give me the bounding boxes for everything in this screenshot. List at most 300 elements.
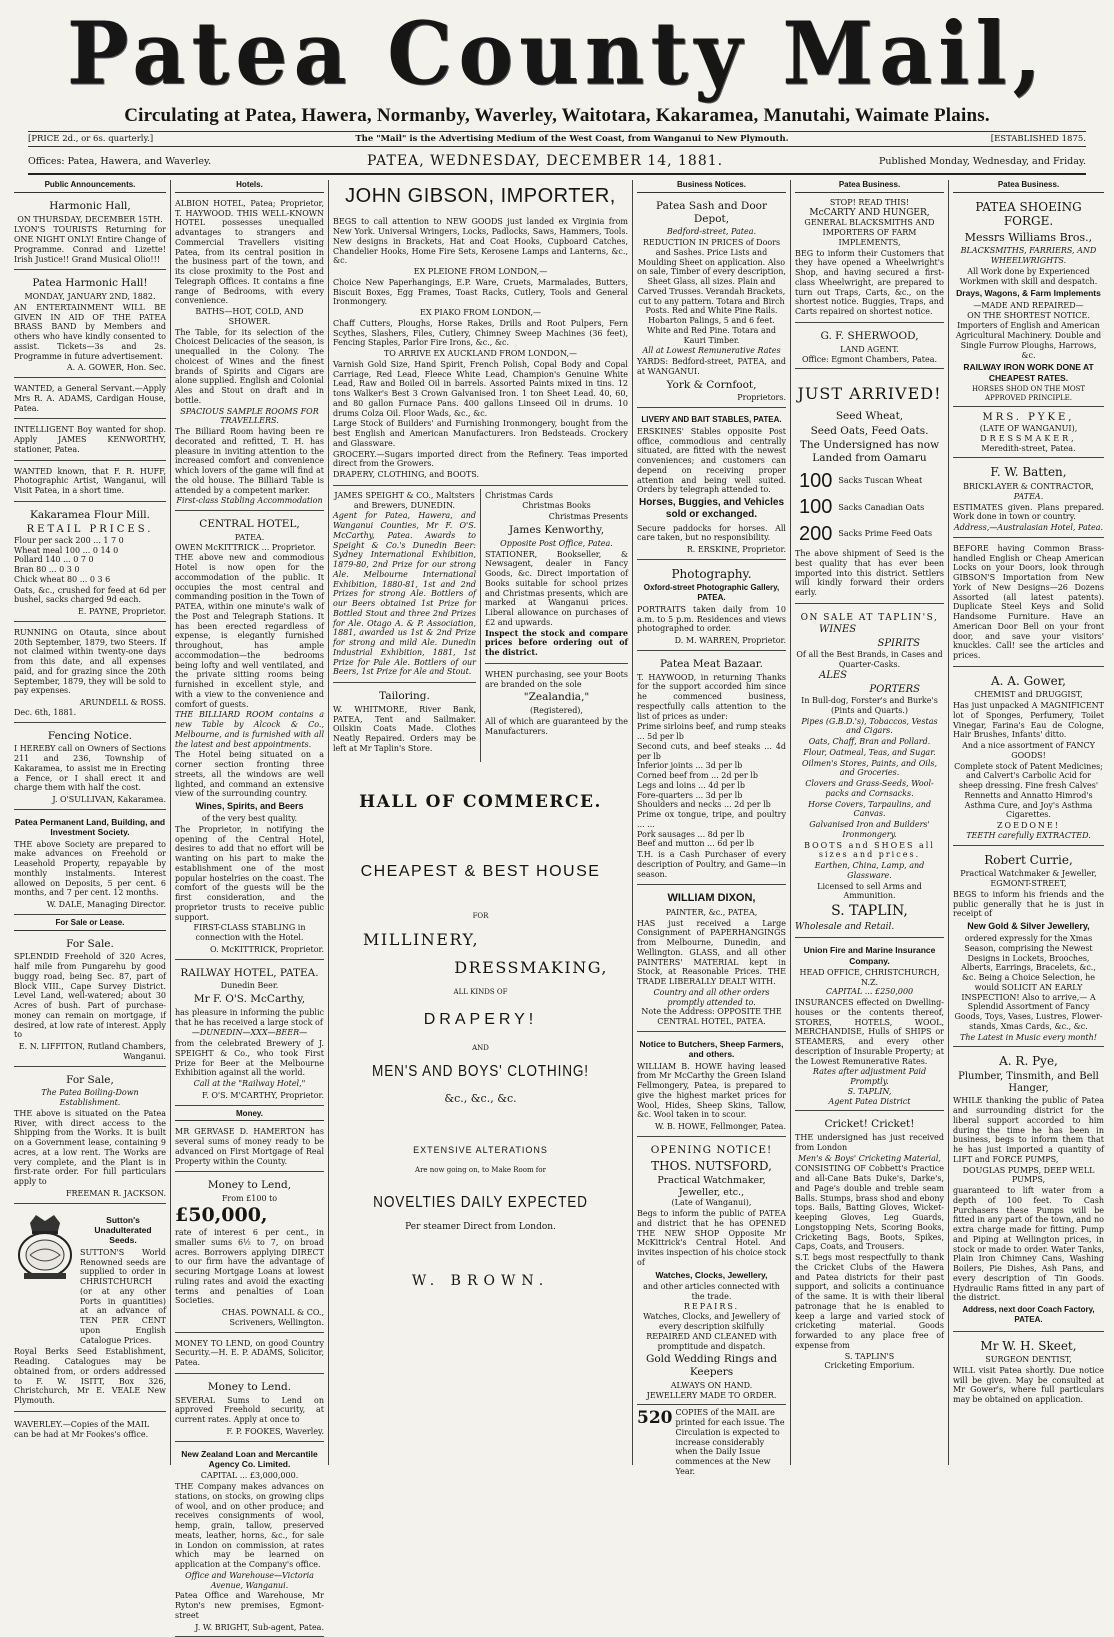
advert-body: WILLIAM B. HOWE having leased from Mr McCarthy the Green Island Fellmongery, Patea, is prepared to give the highest market prices for Wool, Hides, Sheep Skins, Tallow, &c. Wool taken in to scour. [637,1061,786,1120]
advert-body: T. HAYWOOD, in returning Thanks for the support accorded him since he commenced business, respectfully calls attention to the list of prices as under: [637,672,786,721]
advert-body: WHILE thanking the public of Patea and surrounding district for the liberal support accorded to him during the time he has been in business, begs to inform them that he has just imported a quantity of LIFT and FORCE PUMPS, [953,1096,1104,1164]
waverley-notice: WAVERLEY.—Copies of the MAIL can be had at Mr Fookes's office. [14,1419,150,1439]
advert-signature: J. O'SULLIVAN, Kakaramea. [52,795,166,805]
advert-heading: Harmonic Hall, [49,199,131,212]
advert-body: DRAPERY, CLOTHING, and BOOTS. [333,470,480,480]
advert-body: THE Company makes advances on stations, on stocks, on growing clips of wool, and on other produce; and receives consignments of wool, hemp, grain, tallow, preserved meats, leather, horns, &c., for sale in London on commission, at rates which may be learned on application at the Company's office. [175,1482,324,1570]
dateline [28,151,1086,175]
price-row: Prime ox tongue, tripe, and poultry ... ... [637,810,786,829]
advert-body: CONSISTING OF Cobbett's Practice and all-Cane Bats Duke's, Darke's, and Page's double and treble seam Balls. Stumps, brass shod and ebony tops. Bails, Batting Gloves, Wicket-keeping Gloves, Leg Guards, Longstopping Nets, Scoring Books, Cricketing Bags, Boots, Spikes, Caps, Coats, and Trousers. [795,1164,944,1252]
advert-body: AN ENTERTAINMENT WILL BE GIVEN IN AID OF THE PATEA BRASS BAND by Members and others who have kindly consented to assist. Tickets—3s and 2s. Programme in future advertisement. [14,302,166,361]
column-4 [632,180,790,1476]
advert-heading: A. A. Gower, [990,673,1066,688]
advert-heading: Union Fire and Marine Insurance Company. [803,945,936,966]
advert-body: Begs to inform the public of PATEA and district that he has OPENED THE NEW SHOP Opposite Mr McKittrick's Central Hotel. And invites inspection of his choice stock of [637,1209,786,1267]
advert-subheading: RETAIL PRICES. [26,523,154,535]
circulation-number: 520 [637,1408,673,1429]
advert-kenworthy [485,489,628,664]
advert-body: and other articles connected with the trade. [643,1282,780,1301]
hall-line: ALL KINDS OF [453,987,508,996]
advert-signature: E. PAYNE, Proprietor. [77,607,166,617]
hall-title: HALL OF COMMERCE. [359,791,602,812]
section-header: Business Notices. [637,180,786,193]
advert-name: James Kenworthy, [508,524,605,537]
price-row: Pork sausages ... 8d per lb [637,829,745,839]
advert-name: G. F. SHERWOOD, [820,329,919,342]
advert-body: WHEN purchasing, see your Boots are branded on the sole [485,669,628,689]
advert-subheading: SPACIOUS SAMPLE ROOMS FOR TRAVELLERS. [180,406,319,426]
price-row: Fore-quarters ... 3d per lb [637,790,743,800]
advert-body: has pleasure in informing the public that he has received a large stock of [175,1007,324,1027]
advert-body: Varnish Gold Size, Hand Spirit, French Polish, Copal Body and Copal Carriage, Red Lead, Fleece White Lead, Champion's Genuine White Lead, Raw and Boiled Oil in barrels. Assorted Paints mixed in tins. 12 tons Walker's Best 3 Crown Galvanised Iron. 1 ton Sheet Lead. 40, 60, and 80 gallon Furnace Pans. 400 gallons Linseed Oil in drums. 10 drums Colza Oil. Floor Wads, &c., &c. [333,359,628,418]
advert-note: FIRST-CLASS STABLING in connection with the Hotel. [193,923,306,943]
advert-subheading: Seed Wheat, [835,409,904,422]
advert-body: GROCERY.—Sugars imported direct from the Refinery. Teas imported direct from the Growers. [333,449,628,469]
advert-body: HAS just received a Large Consignment of PAPERHANGINGS from Melbourne, Dunedin, and Wellington. GLASS, and all other PAINTERS' MATERIAL kept in Stock, at Reasonable Prices. THE TRADE LIBERALLY DEALT WITH. [637,918,786,987]
advert-subheading: (Late of Wanganui), [671,1198,752,1208]
seed-row [797,522,934,546]
circulation-line: Circulating at Patea, Hawera, Normanby, Waverley, Waitotara, Kakaramea, Manutahi, Waimate Plains. [124,105,990,126]
advert-note: The Latest in Music every month! [960,1032,1097,1042]
advert-body: BEGS to inform his friends and the public generally that he is just in receipt of [953,889,1104,919]
split-adverts [333,489,628,762]
advert-subheading: CHEMIST and DRUGGIST, [974,690,1083,700]
advert-subheading: ALES [819,669,848,681]
column-1 [10,180,170,1465]
advert-body: THE above is situated on the Patea River, with direct access to the Shipping from the Works. It is built on a Government lease, containing 9 acres, at a low rent. The Works are very complete, and the Plant is in first-rate order. For full particulars apply to [14,1108,166,1187]
price-row: Chick wheat 80 ... 0 3 6 [14,574,111,584]
advert-body: rate of interest 6 per cent., in smaller sums 6½ to 7, on broad acres. Borrowers applying DIRECT to our firm have the advantage of securing Mortgage Loans at lowest ruling rates and avoid the exacting terms and penalties of Loan Societies. [175,1228,324,1306]
advert-just-arrived [795,372,944,604]
advert-signature: CHAS. POWNALL & CO., Scriveners, Wellington. [221,1308,324,1327]
advert-body: And a nice assortment of FANCY GOODS! [962,741,1095,760]
advert-speight [333,489,476,683]
advert-money-to-lend-2 [175,1377,324,1442]
advert-note: Patea Office and Warehouse, Mr Ryton's new premises, Egmont-street [175,1591,324,1620]
advert-note: Rates after adjustment Paid Promptly. [812,1067,927,1087]
advert-subheading: ZOEDONE! [997,821,1060,831]
advert-subheading: PORTERS [869,683,920,695]
advert-body: from the celebrated Brewery of J. SPEIGHT & Co., who took First Prize for Beer at the Melbourne Exhibition against all the world. [175,1039,324,1078]
advert-body: BEFORE having Common Brass-handled English or Cheap American Locks on your Doors, look through GIBSON'S Importation from New York of New Designs—26 Dozens Assorted (all latest patents). Duplicate Steel Keys and Solid Handsome Furniture. Have an American Door Bell on your front door, and save your visitors' knuckles. Call! see the articles and prices. [953,543,1104,661]
advert-heading: Mr W. H. Skeet, [980,1338,1077,1353]
advert-pye-plumber [953,1050,1104,1331]
loan-amount: £50,000, [175,1203,268,1226]
advert-harmonic-hall [14,196,166,271]
advert-subheading: From £100 to [221,1194,278,1204]
advert-signature: W. DALE, Managing Director. [46,900,166,910]
motto: The "Mail" is the Advertising Medium of the West Coast, from Wanganui to New Plymouth. [355,133,789,144]
hall-line: AND [472,1043,489,1052]
advert-signature: S. TAPLIN'S [844,1351,895,1361]
advert-heading: WILLIAM DIXON, [667,892,756,905]
advert-signature: W. B. HOWE, Fellmonger, Patea. [654,1122,786,1132]
advert-subheading: CAPITAL ... £3,000,000. [200,1471,299,1481]
advert-subheading: Men's & Boys' Cricketing Material, [798,1153,941,1163]
advert-subheading: —MADE AND REPAIRED— [973,300,1084,310]
price-row: Inferior joints ... 3d per lb [637,761,743,771]
advert-heading: STOP! READ THIS! [829,197,910,207]
advert-body: LYON'S TOURISTS Returning for ONE NIGHT ONLY! Entire Change of Programme. Conrad and Lizette! Irish Justice!! Grand Musical Olio!!! [14,225,166,264]
list-item: BOOTS and SHOES all sizes and prices. [804,840,935,860]
advert-signature: F. P. FOOKES, Waverley. [226,1426,324,1436]
advert-body: SEVERAL Sums to Lend on approved Freehold security, at current rates. Apply at once to [175,1395,324,1425]
advert-body: WILL visit Patea shortly. Due notice will be given. May be consulted at Mr Gower's, where full particulars may be obtained on application. [953,1365,1104,1405]
advert-subheading: (Registered), [530,706,583,716]
hall-line: DRAPERY! [423,1011,538,1029]
seed-row [797,469,934,493]
advert-body: THE above Society are prepared to make advances on Freehold or Leasehold Property, repayable by monthly instalments. Interest allowed on Deposits, 5 per cent. 6 months, and 7 per cent. 12 months. [14,839,166,898]
advert-subheading: SURGEON DENTIST, [985,1355,1072,1365]
advert-subheading: HEAD OFFICE, CHRISTCHURCH, N.Z. [799,967,940,987]
advert-body: The Billiard Room having been re decorated and refitted, T. H. has pleasure in inviting attention to the increased comfort and convenience which lovers of the game will find at the old house. The Billiard Table is attended by a competent marker. [175,427,324,495]
advert-subheading: Watches, Clocks, Jewellery, [655,1269,768,1280]
advert-flour-mill [14,505,166,622]
hall-line: NOVELTIES DAILY EXPECTED [373,1193,588,1211]
hall-line: FOR [472,911,489,920]
price-row: Bran 80 ... 0 3 0 [14,565,80,575]
advert-body: ERSKINES' Stables opposite Post office, commodious and centrally situated, are fitted with the newest conveniences; and customers can depend on receiving proper attention and being well suited. Orders by telegraph attended to. [637,426,786,495]
advert-circulation [637,1408,786,1476]
advert-sash-door [637,196,786,408]
advert-skeet-dentist [953,1335,1104,1410]
seed-qty: 100 [799,469,833,492]
advert-heading: Patea Permanent Land, Building, and Investment Society. [14,816,166,838]
advert-subheading: EX PIAKO FROM LONDON,— [419,308,541,318]
column-6 [948,180,1108,1465]
advert-body: MONEY TO LEND, on good Country Security.—H. E. P. ADAMS, Solicitor, Patea. [175,1338,324,1368]
advert-meat-bazaar [637,654,786,886]
advert-subheading: GENERAL BLACKSMITHS AND IMPORTERS OF FARM IMPLEMENTS, [804,218,935,247]
advert-body: INTELLIGENT Boy wanted for shop. Apply JAMES KENWORTHY, stationer, Patea. [14,425,166,454]
advert-servant [14,381,166,419]
advert-signature: ARUNDELL & ROSS. [79,698,166,708]
advert-heading: Robert Currie, [984,852,1073,867]
advert-body: PORTRAITS taken daily from 10 a.m. to 5 p.m. Residences and views photographed to order. [637,604,786,634]
list-item: Pipes (G.B.D.'s), Tobaccos, Vestas and Cigars. [801,716,938,736]
hall-line: MEN'S AND BOYS' CLOTHING! [372,1063,589,1081]
advert-nutsford [637,1140,786,1406]
advert-body: Secure paddocks for horses. All care taken, but no responsibility. [637,523,786,543]
advert-heading: Photography. [671,566,752,581]
advert-owner: OWEN McKITTRICK ... Proprietor. [175,542,316,552]
advert-signature: F. O'S. M'CARTHY, Proprietor. [201,1090,324,1100]
hall-line: &c., &c., &c. [444,1091,517,1105]
advert-subheading: Gold Wedding Rings and Keepers [645,1353,778,1379]
advert-signature: E. N. LIFFITON, Rutland Chambers, Wanganui. [18,1042,166,1061]
advert-heading: Money to Lend, [207,1179,292,1192]
price-row: Second cuts, and beef steaks ... 4d per lb [637,741,786,761]
advert-name: McCARTY AND HUNGER, [809,207,930,218]
price-row: Prime sirloins beef, and rump steaks ... 5d per lb [637,722,786,742]
advert-union-insurance [795,941,944,1111]
advert-note: T.H. is a Cash Purchaser of every description of Poultry, and Game—in season. [637,850,786,879]
price-row: Flour per sack 200 ... 1 7 0 [14,535,124,545]
advert-subheading: DRESSMAKER, [980,433,1077,443]
seed-desc: Sacks Canadian Oats [838,502,925,512]
advert-heading: RAILWAY HOTEL, PATEA. [180,966,319,979]
advert-heading: F. W. Batten, [990,465,1067,480]
advert-heading: Patea Sash and Door Depot, [656,199,767,225]
hall-line: EXTENSIVE ALTERATIONS [413,1145,548,1155]
info-bar [28,131,1086,147]
advert-sherwood [795,326,944,369]
advert-body: INSURANCES effected on Dwelling-houses or the contents thereof, STORES, HOTELS, WOOL, MERCHANDISE, Hulls of SHIPS or STEAMERS, and every other description of Insurable Property; at the Lowest Remunerative Rates. [795,998,944,1066]
advert-body: The above shipment of Seed is the best quality that has ever been imported into this district. Settlers will kindly forward their orders early. [795,549,944,598]
advert-subheading: BLACKSMITHS, FARRIERS, AND WHEELWRIGHTS. [960,246,1097,266]
advert-subheading: RAILWAY IRON WORK DONE AT CHEAPEST RATES. [963,362,1094,383]
advert-subheading: Oxford-street Photographic Gallery, PATEA. [643,583,780,603]
advert-subheading: WINES [819,623,857,635]
advert-body: S.T. begs most respectfully to thank the Cricket Clubs of the Hawera and Patea districts for their past support, and solicits a continuance of the same. It is with their liberal patronage that he is enabled to keep a large and varied stock of cricketing material. Goods forwarded to any place free of expense from [795,1253,944,1350]
advert-signature: Proprietors. [737,393,786,403]
advert-subheading: LAND AGENT. [840,344,899,354]
advert-body: RUNNING on Otauta, since about 20th September, 1879, two Steers. If not claimed within twenty-one days from this date, and all expenses paid, and for grazing since the 20th September, 1879, they will be sold to pay expenses. [14,627,166,696]
advert-address: Meredith-street, Patea. [981,443,1076,453]
advert-zealandia [485,667,628,742]
advert-name: THOS. NUTSFORD, [651,1158,772,1173]
advert-body: All Work done by Experienced Workmen with skill and despatch. [959,266,1098,286]
advert-heading: OPENING NOTICE! [650,1143,773,1156]
advert-heading: Patea Harmonic Hall! [32,277,148,290]
advert-heading: New Zealand Loan and Mercantile Agency Co. Limited. [181,1448,318,1469]
advert-hamerton [175,1124,324,1172]
advert-subheading: —DUNEDIN—XXX—BEER— [191,1028,308,1038]
advert-heading: Fencing Notice. [47,729,133,742]
advert-address: Address,—Australasian Hotel, Patea. [953,523,1104,533]
list-item: Galvanised Iron and Builders' Ironmongery. [809,820,930,839]
column-5 [790,180,948,1465]
price-label: [PRICE 2d., or 6s. quarterly.] [28,133,154,144]
issue-date: PATEA, WEDNESDAY, DECEMBER 14, 1881. [367,153,724,170]
advert-date: Dec. 6th, 1881. [14,707,77,717]
advert-heading: Tailoring. [379,690,430,703]
advert-body: YARDS: Bedford-street, PATEA, and at WANGANUI. [637,357,786,376]
seed-qty: 200 [799,522,833,545]
advert-body: Inspect the stock and compare prices before ordering out of the district. [485,627,628,658]
list-item: Oats, Chaff, Bran and Pollard. [808,737,931,747]
column-2 [170,180,328,1632]
advert-note: TEETH carefully EXTRACTED. [966,830,1091,840]
advert-body: Importers of English and American Agricultural Machinery. Double and Single Furrow Ploughs, Harrows, &c. [955,321,1102,360]
advert-note: First-class Stabling Accommodation [176,496,323,506]
advert-body: THE undersigned has just received from London [795,1133,944,1152]
advert-heading: PATEA SHOEING FORGE. [975,199,1082,229]
advert-heading: ON SALE AT TAPLIN'S, [800,612,939,623]
advert-gibson [333,214,628,486]
advert-subheading: (LATE OF WANGANUI), [979,424,1078,434]
advert-subheading: DOUGLAS PUMPS, DEEP WELL PUMPS, [962,1165,1095,1185]
advert-body: All of which are guaranteed by the Manufacturers. [485,716,628,736]
advert-signature: J. W. BRIGHT, Sub-agent, Patea. [195,1622,324,1632]
advert-fencing [14,726,166,810]
list-item: Horse Covers, Tarpaulins, and Canvas. [807,799,932,819]
offices-label: Offices: Patea, Hawera, and Waverley. [28,156,212,168]
hall-line: MILLINERY, [363,930,480,950]
advert-signature: Wholesale and Retail. [795,922,895,933]
advert-address: EGMONT-STREET, [990,879,1067,889]
advert-subheading: MONDAY, JANUARY 2ND, 1882. [24,292,156,302]
advert-body: SUTTON'S World Renowned seeds are supplied to order in CHRISTCHURCH (or at any other Ports in quantities) at an advance of TEN PER CENT upon English Catalogue Prices. [80,1247,166,1345]
section-header: Patea Business. [795,180,944,193]
advert-subheading: Drays, Wagons, & Farm Implements [956,288,1101,299]
advert-note: Office and Warehouse—Victoria Avenue, Wanganui. [185,1570,314,1590]
price-row: Wheat meal 100 ... 0 14 0 [14,545,119,555]
advert-signature: Cricketing Emporium. [824,1361,915,1371]
advert-body: Complete stock of Patent Medicines; and Calvert's Carbolic Acid for sheep dressing. Fine fresh Calves' Rennetts and Annatto Himrod's Asthma Cure, and Joy's Asthma Cigarettes. [954,761,1103,820]
advert-body: ALBION HOTEL, Patea; Proprietor, T. HAYWOOD. THIS WELL-KNOWN HOTEL possesses unequalled advantages to strangers and Commercial Travellers visiting Patea, from its central position in the business part of the town, and its close proximity to the Post and Telegraph Offices. It contains a fine range of Bedrooms, with every convenience. [175,198,324,306]
advert-subheading: Horses, Buggies, and Vehicles sold or exchanged. [638,497,785,521]
advert-subheading: PAINTER, &c., PATEA, [665,907,758,917]
advert-subheading: BATHS—HOT, COLD, AND SHOWER. [195,307,304,326]
advert-subheading: PATEA. [1013,491,1044,501]
advert-body: ESTIMATES given. Plans prepared. Work done in town or country. [953,502,1104,522]
advert-adams [175,1336,324,1374]
list-item: Earthen, China, Lamp, and Glassware. [814,861,925,880]
advert-signature: R. ERSKINE, Proprietor. [686,545,786,555]
advert-body: BEG to inform their Customers that they have opened a Wheelwright's Shop, and having secured a first-class Wheelwright, are prepared to turn out Traps, Carts, &c., on the shortest notice. Buggies, Traps, and Carts repaired on shortest notice. [795,248,944,317]
advert-heading: Kakaramea Flour Mill. [29,508,151,521]
advert-body: W. WHITMORE, River Bank, PATEA, Tent and Sailmaker. Oilskin Coats Made. Clothes Neatly Repaired. Orders may be left at Mr Taplin's Store. [333,704,476,753]
seed-row [797,495,934,519]
advert-heading: A. R. Pye, [999,1054,1058,1069]
advert-body: STATIONER, Bookseller, & Newsagent, dealer in Fancy Goods, &c. Direct importation of Books suitable for school prizes and Christmas presents, which are marked at Wanganui prices. Liberal allowance on purchases of £2 and upwards. [485,549,628,627]
advert-subheading: EX PLEIONE FROM LONDON,— [413,267,548,277]
advert-address: Address, next door Coach Factory, PATEA. [962,1305,1095,1324]
advert-heading: JAMES SPEIGHT & CO., Maltsters and Brewers, DUNEDIN. [334,490,475,510]
advert-subheading: Christmas Presents [548,512,628,522]
price-row: Shoulders and necks ... 2d per lb [637,800,771,810]
advert-subheading: ON THURSDAY, DECEMBER 15TH. [17,214,163,224]
advert-heading: Cricket! Cricket! [824,1118,915,1131]
advert-subheading: Dunedin Beer. [220,981,279,991]
advert-heading: Sutton's Unadulterated Seeds. [94,1214,152,1246]
advert-body: WANTED known, that F. R. HUFF, Photographic Artist, Wanganui, will Visit Patea, in a short time. [14,466,166,496]
advert-tailoring [333,686,476,759]
section-header: For Sale or Lease. [14,918,166,931]
advert-note: HORSES SHOD ON THE MOST APPROVED PRINCIPLE. [971,384,1086,402]
advert-body: ordered expressly for the Xmas Season, comprising the Newest Designs in Lockets, Brooches, Alberts, Earrings, Bracelets, &c., &c. Being a Choice Selection, he would SOLICIT AN EARLY INSPECTION! Also to arrive,— A Splendid Assortment of Fancy Goods, Toys, Vases, Lustres, Flower-stands, Xmas Cards, &c., &c. [954,934,1103,1031]
advert-mccarty-hunger [795,196,944,323]
advert-photography [637,563,786,651]
advert-subheading: PATEA. [234,532,265,542]
advert-body: Choice New Paperhangings, E.P. Ware, Cruets, Marmalades, Butters, Biscuit Boxes, Egg Frames, Toast Racks, Cutlery, Tools and General Ironmongery. [333,277,628,307]
section-header: Public Announcements. [14,180,166,193]
advert-railway-hotel [175,963,324,1106]
advert-body: Watches, Clocks, and Jewellery of every description skilfully REPAIRED AND CLEANED with promptitude and dispatch. [643,1312,780,1351]
advert-harmonic-hall-2 [14,273,166,378]
advert-note: Oats, &c., crushed for feed at 6d per bushel, sacks charged 9d each. [14,585,166,605]
advert-subheading: Wines, Spirits, and Beers [195,801,304,812]
advert-heading: For Sale. [66,937,114,950]
advert-nz-loan [175,1445,324,1637]
advert-subheading: ON THE SHORTEST NOTICE. [967,310,1090,320]
advert-hall-of-commerce [333,792,628,1290]
seed-desc: Sacks Tuscan Wheat [838,476,923,486]
advert-signature: S. TAPLIN, [847,1086,892,1096]
advert-brand: "Zealandia," [523,691,590,704]
advert-heading: JUST ARRIVED! [797,384,942,404]
advert-suttons-seeds [14,1207,166,1412]
list-item: Clovers and Grass-Seeds, Wool-packs and Cornsacks. [805,779,934,798]
section-header: Patea Business. [953,180,1104,193]
advert-note: Call at the "Railway Hotel," [193,1079,306,1089]
advert-signature: O. McKITTRICK, Proprietor. [210,944,324,954]
advert-steers [14,625,166,723]
advert-photographer [14,464,166,502]
advert-shoeing-forge [953,196,1104,407]
section-header: Money. [175,1109,324,1122]
advert-for-sale [14,934,166,1067]
advert-subheading: Practical Watchmaker, Jeweller, etc., [657,1175,766,1198]
advert-heading: For Sale, [66,1073,114,1086]
advert-signature: A. A. GOWER, Hon. Sec. [66,363,166,373]
advert-heading: CENTRAL HOTEL, [199,518,300,530]
gibson-heading: JOHN GIBSON, IMPORTER, [345,185,616,207]
advert-butchers-notice [637,1035,786,1137]
royal-crest-icon [14,1213,76,1281]
advert-subheading: TO ARRIVE EX AUCKLAND FROM LONDON,— [383,349,578,359]
advert-subheading: JEWELLERY MADE TO ORDER. [646,1390,777,1400]
advert-money-to-lend [175,1175,324,1332]
advert-signature: York & Cornfoot, [666,378,757,391]
seed-qty: 100 [799,496,833,519]
section-header: Hotels. [175,180,324,193]
advert-subheading: ALWAYS ON HAND. [670,1380,753,1390]
advert-albion-hotel [175,196,324,511]
advert-body: BEGS to call attention to NEW GOODS just landed ex Virginia from New York. Universal Wringers, Locks, Padlocks, Saws, Hammers, Tools. New designs in Brackets, Hat and Coat Hooks, Cupboard Catches, Chandelier Hooks, Home Fire Sets, Kerosene Lamps and Lanterns, &c., &c. [333,217,628,266]
advert-body: COPIES of the MAIL are printed for each issue. The Circulation is expected to increase considerably when the Daily Issue commences at the New Year. [675,1408,785,1476]
advert-signature: S. TAPLIN, [831,903,908,920]
advert-body: THE BILLIARD ROOM contains a new Table by Alcock & Co., Melbourne, and is furnished with all the latest and best appointments. [175,710,324,749]
masthead [0,0,1114,127]
advert-note: Country and all other orders promptly attended to. [653,987,770,1007]
advert-subheading: The Patea Boiling-Down Establishment. [41,1088,139,1108]
seed-table [795,467,936,548]
advert-subheading: The Undersigned has now Landed from Oamaru [799,439,940,465]
advert-body: The Hotel being situated on a corner section fronting three streets, all the windows are well lighted, and command an extensive view of the surrounding country. [175,750,324,799]
advert-name: MRS. PYKE, [982,412,1075,424]
column-3 [328,180,632,1465]
list-item: Licensed to sell Arms and Ammunition. [817,881,922,901]
advert-signature: D. M. WARREN, Proprietor. [674,636,786,646]
advert-building-society [14,813,166,915]
advert-subheading: Christmas Cards [485,490,553,500]
price-row: Legs and loins ... 4d per lb [637,780,745,790]
advert-address: Note the Address: OPPOSITE THE CENTRAL HOTEL, PATEA. [641,1007,782,1027]
advert-robert-currie [953,849,1104,1048]
advert-subheading: Christmas Books [522,500,591,510]
hall-line: Are now going on, to Make Room for [415,1165,546,1174]
advert-address: Opposite Post Office, Patea. [500,538,613,548]
advert-gibson-locks [953,541,1104,667]
advert-subheading: of the very best quality. [201,814,298,824]
advert-note: Royal Berks Seed Establishment, Reading. Catalogues may be obtained from, or orders addressed to F. W. ISITT, Box 326, Christchurch, Mr E. VEALE New Plymouth. [14,1347,166,1406]
advert-boy-wanted [14,422,166,460]
advert-cricket [795,1114,944,1375]
list-item: Oilmen's Stores, Paints, and Oils, and Groceries. [801,758,938,778]
advert-subheading: CAPITAL ... £250,000 [825,987,914,997]
advert-mrs-pyke [953,410,1104,458]
advert-name: Messrs Williams Bros., [964,231,1093,244]
advert-subheading: Practical Watchmaker & Jeweller, [960,869,1097,879]
advert-body: guaranteed to lift water from a depth of 100 feet. To Cash Purchasers these Pumps will be fitted in any part of the town, and no extra charge made for fitting. Pump and Piping at Wellington prices, in stock or made to order. Water Tanks, Plain Iron Chimney Cans, Washing Boilers, Pie Dishes, Ash Pans, and every description of Tin Goods. Hydraulic Rams fitted in any part of the district. [953,1186,1104,1303]
advert-body: Of all the Best Brands, in Cases and Quarter-Casks. [796,650,943,669]
advert-body: Agent for Patea, Hawera, and Wanganui Counties, Mr F. O'S. McCarthy, Patea. Awards to Speight & Co.'s Dunedin Beer: Sydney International Exhibition, 1879-80, 2nd Prize for our strong Ale. Melbourne International Exhibition, 1880-81, 1st and 2nd Prizes for strong Ale. Bottlers of our Beers obtained 1st Prize for Bottled Stout and three 2nd Prizes for Ale. Otago A. & P. Association, 1881, awarded us 1st & 2nd Prize for strong and mild Ale. Dunedin Industrial Exhibition, 1881, 1st Prize for Pale Ale. Bottlers of our Beers, 1st Prize for Ale and Stout. [333,511,476,677]
advert-central-hotel [175,514,324,960]
advert-gower-chemist [953,670,1104,846]
advert-subheading: SPIRITS [877,638,920,650]
